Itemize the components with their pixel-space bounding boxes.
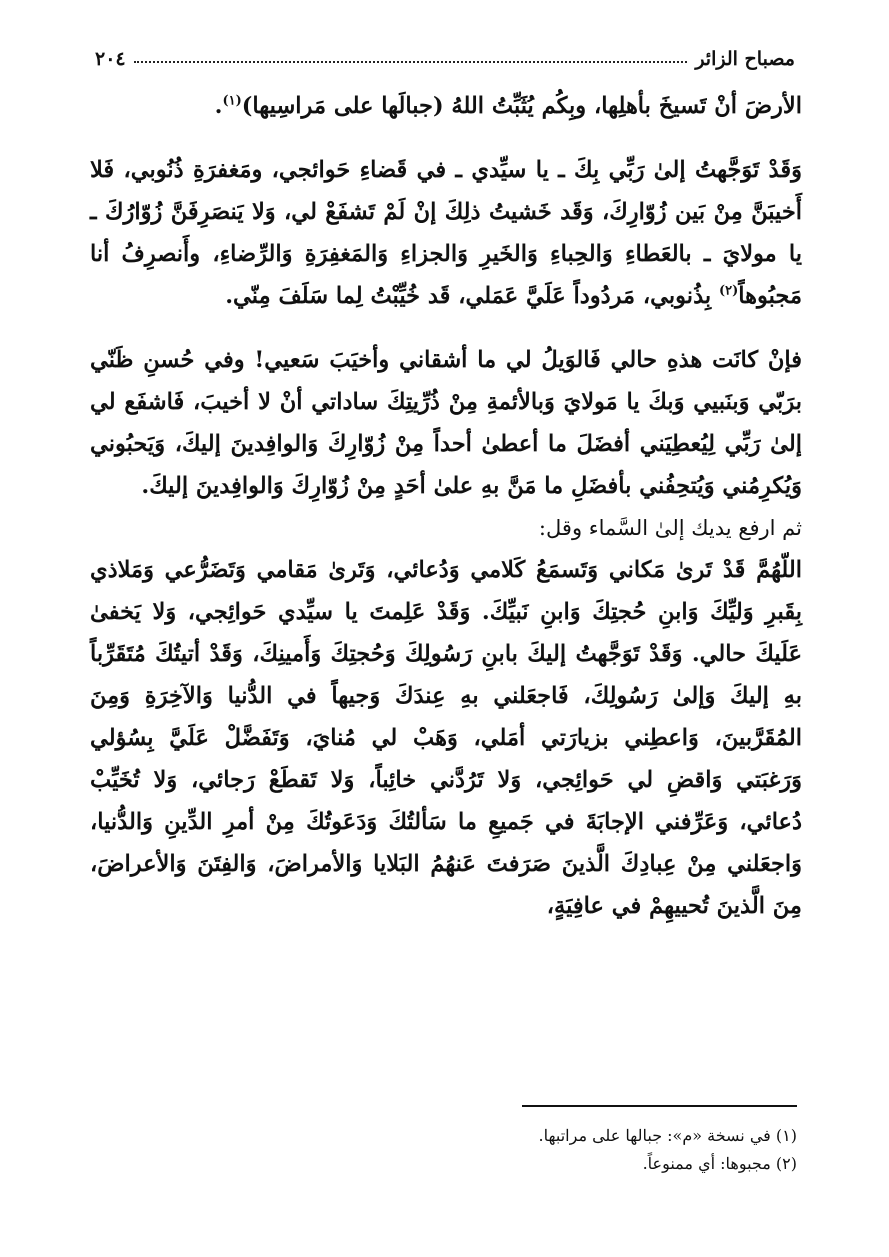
paragraph-3	[90, 339, 802, 507]
book-title: مصباح الزائر	[695, 48, 795, 70]
footnote-ref-2: (٢)	[718, 283, 739, 299]
instruction-line	[90, 507, 802, 549]
supplication-paragraph	[90, 549, 802, 927]
header-leader-dots	[134, 61, 688, 63]
instruction-text: ثم ارفع يديك إلىٰ السَّماء وقل:	[538, 516, 802, 540]
main-text	[90, 85, 802, 927]
footnote-1: (١) في نسخة «م»: جبالها على مراتبها.	[538, 1126, 797, 1145]
running-header	[95, 30, 795, 70]
footnote-2: (٢) مجبوها: أي ممنوعاً.	[642, 1154, 797, 1173]
paragraph-1	[90, 85, 802, 127]
footnotes	[97, 1122, 797, 1178]
supplication-text: اللّهُمَّ قَدْ تَرىٰ مَكاني وَتَسمَعُ كَلامي وَدُعائي، وَتَرىٰ مَقامي وَتَضَرُّعي وَمَلاذي بِقَبرِ وَليِّكَ وَابنِ حُجتِكَ وَابنِ نَبيِّكَ. وَقَدْ عَلِمتَ يا سيِّدي حَوائِجي، وَلا يَخفىٰ عَلَيكَ حالي. وَقَدْ تَوَجَّهتُ إليكَ بابنِ رَسُولِكَ وَحُجتِكَ وَأَمينِكَ، وَقَدْ أتيتُكَ مُتَقَرِّباً بهِ إليكَ وَإلىٰ رَسُولِكَ، فَاجعَلني بهِ عِندَكَ وَجيهاً في الدُّنيا وَالآخِرَةِ وَمِنَ المُقَرَّبينَ، وَاعطِني بزيارَتي أمَلي، وَهَبْ لي مُنايَ، وَتَفَضَّلْ عَلَيَّ بِسُؤلي وَرَغبَتي وَاقضِ لي حَوائِجي، وَلا تَرُدَّني خائِباً، وَلا تَقطَعْ رَجائي، وَلا تُخَيِّبْ دُعائي، وَعَرِّفني الإجابَةَ في جَميعِ ما سَألتُكَ وَدَعَوتُكَ مِنْ أمرِ الدِّينِ وَالدُّنيا، وَاجعَلني مِنْ عِبادِكَ الَّذينَ صَرَفتَ عَنهُمُ البَلايا وَالأمراضَ، وَالفِتَنَ وَالأعراضَ، مِنَ الَّذينَ تُحييهِمْ في عافِيَةٍ،	[90, 557, 802, 919]
footnote-ref-1: (١)	[222, 93, 242, 109]
paragraph-2	[90, 149, 802, 317]
paragraph-2-tail: بِذُنوبي، مَردُوداً عَلَيَّ عَمَلي، قَد خُيِّبْتُ لِما سَلَفَ مِنّي.	[225, 283, 719, 309]
page-number: ٢٠٤	[95, 48, 126, 70]
paragraph-2-text: وَقَدْ تَوَجَّهتُ إلىٰ رَبِّي بِكَ ـ يا سيِّدي ـ في قَضاءِ حَوائجي، ومَغفرَةِ ذُنُوبي، فَلا أَخيبَنَّ مِنْ بَين زُوّارِكَ، وَقَد خَشيتُ ذلِكَ إنْ لَمْ تَشفَعْ لي، وَلا يَنصَرِفَنَّ زُوّارُكَ ـ يا مولايَ ـ بالعَطاءِ وَالحِباءِ وَالخَيرِ وَالجزاءِ وَالمَغفِرَةِ وَالرِّضاءِ، وأَنصرِفُ أنا مَجبُوهاً	[90, 157, 802, 309]
paragraph-1-text: الأرضَ أنْ تَسيخَ بأهلِها، وبِكُم يُثَبِّتُ اللهُ (جبالَها على مَراسِيها)	[241, 93, 802, 119]
paragraph-3-text: فإنْ كانَت هذهِ حالي فَالوَيلُ لي ما أشقاني وأخيَبَ سَعيي! وفي حُسنِ ظَنّي برَبّي وَبنَبيي وَبكَ يا مَولايَ وَبالأئمةِ مِنْ ذُرِّيتِكَ ساداتي أنْ لا أخيبَ، فَاشفَع لي إلىٰ رَبِّي لِيُعطِيَني أفضَلَ ما أعطىٰ أحداً مِنْ زُوّارِكَ وَالوافِدينَ إليكَ، وَيَحبُوني وَيُكرِمُني وَيُتحِفُني بأفضَلِ ما مَنَّ بهِ علىٰ أحَدٍ مِنْ زُوّارِكَ وَالوافِدينَ إليكَ.	[90, 347, 802, 499]
footnote-separator	[522, 1105, 797, 1107]
paragraph-1-tail: .	[214, 93, 223, 119]
